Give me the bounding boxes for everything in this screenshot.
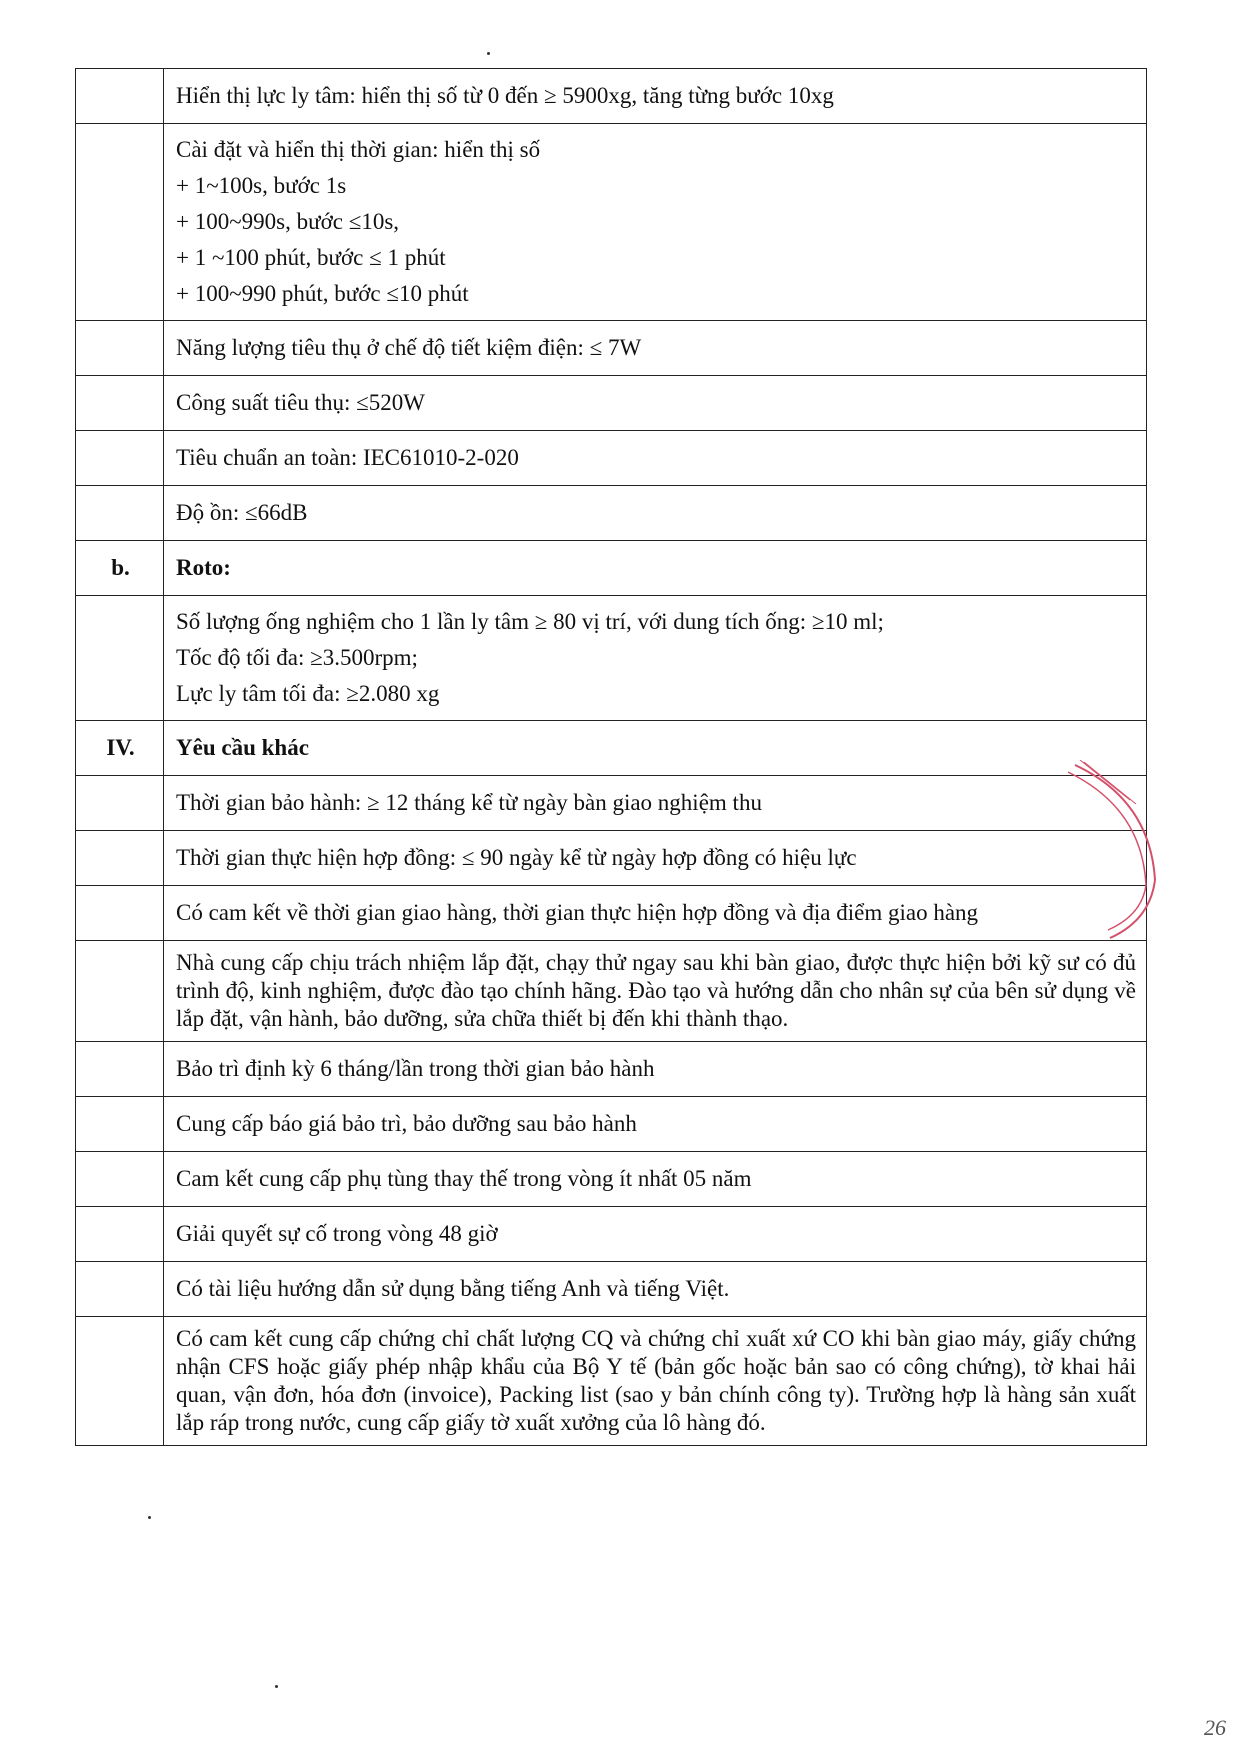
row-index [76, 596, 164, 721]
row-content [164, 831, 1147, 886]
table-row [76, 831, 1147, 886]
row-line: Thời gian bảo hành: ≥ 12 tháng kể từ ngày bàn giao nghiệm thu [176, 790, 762, 815]
table-row [76, 486, 1147, 541]
row-index [76, 831, 164, 886]
row-content [164, 1042, 1147, 1097]
row-line: + 100~990s, bước ≤10s, [176, 209, 400, 234]
row-line: Độ ồn: ≤66dB [176, 500, 308, 525]
row-content [164, 321, 1147, 376]
row-index [76, 486, 164, 541]
row-index [76, 1317, 164, 1446]
row-content: Có cam kết cung cấp chứng chỉ chất lượng CQ và chứng chỉ xuất xứ CO khi bàn giao máy, giấy chứng nhận CFS hoặc giấy phép nhập khẩu của Bộ Y tế (bản gốc hoặc bản sao có công chứng), tờ khai hải quan, vận đơn, hóa đơn (invoice), Packing list (sao y bản chính công ty). Trường hợp là hàng sản xuất lắp ráp trong nước, cung cấp giấy tờ xuất xưởng của lô hàng đó. [164, 1317, 1147, 1446]
row-index: b. [76, 541, 164, 596]
row-index [76, 776, 164, 831]
row-content [164, 1262, 1147, 1317]
row-content [164, 486, 1147, 541]
row-content [164, 1097, 1147, 1152]
row-content [164, 886, 1147, 941]
row-index [76, 1152, 164, 1207]
row-content [164, 596, 1147, 721]
row-index [76, 376, 164, 431]
row-line: + 100~990 phút, bước ≤10 phút [176, 281, 469, 306]
row-content [164, 124, 1147, 321]
table-row [76, 886, 1147, 941]
table-row [76, 541, 1147, 596]
row-index: IV. [76, 721, 164, 776]
row-content [164, 541, 1147, 596]
row-line: Có tài liệu hướng dẫn sử dụng bằng tiếng Anh và tiếng Việt. [176, 1276, 730, 1301]
row-index [76, 69, 164, 124]
page-number: 26 [1204, 1715, 1226, 1740]
table-row [76, 1152, 1147, 1207]
row-line: Giải quyết sự cố trong vòng 48 giờ [176, 1221, 498, 1246]
scan-speck [275, 1685, 278, 1688]
row-line: Bảo trì định kỳ 6 tháng/lần trong thời gian bảo hành [176, 1056, 655, 1081]
row-index [76, 886, 164, 941]
table-row [76, 721, 1147, 776]
row-line: Yêu cầu khác [176, 735, 309, 760]
row-content: Nhà cung cấp chịu trách nhiệm lắp đặt, chạy thử ngay sau khi bàn giao, được thực hiện bởi kỹ sư có đủ trình độ, kinh nghiệm, được đào tạo chính hãng. Đào tạo và hướng dẫn cho nhân sự của bên sử dụng về lắp đặt, vận hành, bảo dưỡng, sửa chữa thiết bị đến khi thành thạo. [164, 941, 1147, 1042]
row-content [164, 1152, 1147, 1207]
row-index [76, 124, 164, 321]
row-index [76, 1042, 164, 1097]
row-line: Roto: [176, 555, 231, 580]
row-line: Tốc độ tối đa: ≥3.500rpm; [176, 645, 418, 670]
row-line: + 1 ~100 phút, bước ≤ 1 phút [176, 245, 446, 270]
row-content [164, 721, 1147, 776]
table-row [76, 1317, 1147, 1446]
table-row [76, 69, 1147, 124]
row-line: Cam kết cung cấp phụ tùng thay thế trong vòng ít nhất 05 năm [176, 1166, 752, 1191]
table-row [76, 1097, 1147, 1152]
table-row [76, 431, 1147, 486]
row-index [76, 1207, 164, 1262]
row-index [76, 941, 164, 1042]
table-row [76, 1207, 1147, 1262]
row-line: Công suất tiêu thụ: ≤520W [176, 390, 425, 415]
table-row [76, 376, 1147, 431]
row-content [164, 1207, 1147, 1262]
scan-speck [148, 1516, 151, 1519]
row-line: Cài đặt và hiển thị thời gian: hiển thị số [176, 137, 541, 162]
row-line: Năng lượng tiêu thụ ở chế độ tiết kiệm điện: ≤ 7W [176, 335, 642, 360]
table-row [76, 1042, 1147, 1097]
row-line: Có cam kết về thời gian giao hàng, thời gian thực hiện hợp đồng và địa điểm giao hàng [176, 900, 979, 925]
row-line: Thời gian thực hiện hợp đồng: ≤ 90 ngày kể từ ngày hợp đồng có hiệu lực [176, 845, 857, 870]
table-row [76, 941, 1147, 1042]
table-row [76, 596, 1147, 721]
row-line: + 1~100s, bước 1s [176, 173, 347, 198]
row-line: Cung cấp báo giá bảo trì, bảo dưỡng sau bảo hành [176, 1111, 637, 1136]
row-index [76, 431, 164, 486]
specification-table [75, 68, 1147, 1446]
row-index [76, 321, 164, 376]
row-content [164, 69, 1147, 124]
table-row [76, 321, 1147, 376]
row-content [164, 376, 1147, 431]
table-row [76, 1262, 1147, 1317]
row-line: Hiển thị lực ly tâm: hiển thị số từ 0 đến ≥ 5900xg, tăng từng bước 10xg [176, 83, 834, 108]
row-content [164, 776, 1147, 831]
scan-speck [487, 52, 490, 55]
row-index [76, 1262, 164, 1317]
row-line: Lực ly tâm tối đa: ≥2.080 xg [176, 681, 440, 706]
table-row [76, 124, 1147, 321]
row-index [76, 1097, 164, 1152]
row-line: Số lượng ống nghiệm cho 1 lần ly tâm ≥ 80 vị trí, với dung tích ống: ≥10 ml; [176, 609, 884, 634]
row-content [164, 431, 1147, 486]
table-row [76, 776, 1147, 831]
row-line: Tiêu chuẩn an toàn: IEC61010-2-020 [176, 445, 519, 470]
